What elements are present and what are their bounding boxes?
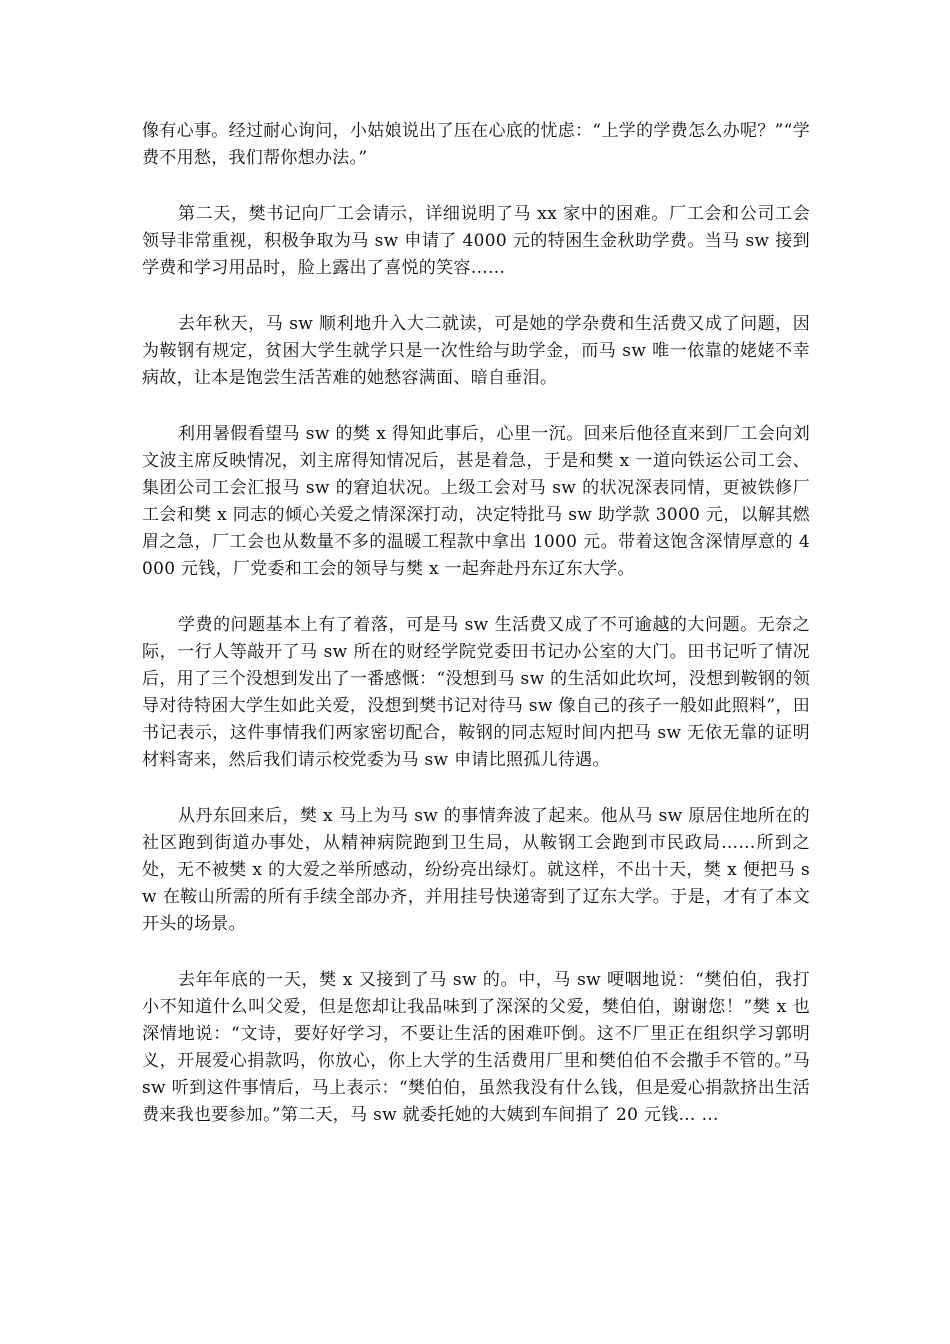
paragraph-1: 像有心事。经过耐心询问，小姑娘说出了压在心底的忧虑：“上学的学费怎么办呢？”“学费不用愁，我们帮你想办法。”	[142, 121, 810, 168]
paragraph-7: 去年年底的一天，樊 x 又接到了马 sw 的。中，马 sw 哽咽地说：“樊伯伯，我打小不知道什么叫父爱，但是您却让我品味到了深深的父爱，樊伯伯，谢谢您！”樊 x 也深情地说：“文诗，要好好学习，不要让生活的困难吓倒。这不厂里正在组织学习郭明义，开展爱心捐款吗，你放心，你上大学的生活费用厂里和樊伯伯不会撒手不管的。”马 sw 听到这件事情后，马上表示：“樊伯伯，虽然我没有什么钱，但是爱心捐款挤出生活费来我也要参加。”第二天，马 sw 就委托她的大姨到车间捐了 20 元钱… …	[142, 970, 810, 1125]
document-body	[142, 118, 810, 1158]
paragraph-4: 利用暑假看望马 sw 的樊 x 得知此事后，心里一沉。回来后他径直来到厂工会向刘文波主席反映情况，刘主席得知情况后，甚是着急，于是和樊 x 一道向铁运公司工会、集团公司工会汇报马 sw 的窘迫状况。上级工会对马 sw 的状况深表同情，更被铁修厂工会和樊 x 同志的倾心关爱之情深深打动，决定特批马 sw 助学款 3000 元，以解其燃眉之急，厂工会也从数量不多的温暖工程款中拿出 1000 元。带着这饱含深情厚意的 4000 元钱，厂党委和工会的领导与樊 x 一起奔赴丹东辽东大学。	[142, 424, 810, 579]
paragraph-3: 去年秋天，马 sw 顺利地升入大二就读，可是她的学杂费和生活费又成了问题，因为鞍钢有规定，贫困大学生就学只是一次性给与助学金，而马 sw 唯一依靠的姥姥不幸病故，让本是饱尝生活苦难的她愁容满面、暗自垂泪。	[142, 314, 810, 388]
paragraph-5: 学费的问题基本上有了着落，可是马 sw 生活费又成了不可逾越的大问题。无奈之际，一行人等敲开了马 sw 所在的财经学院党委田书记办公室的大门。田书记听了情况后，用了三个没想到发出了一番感慨：“没想到马 sw 的生活如此坎坷，没想到鞍钢的领导对待特困大学生如此关爱，没想到樊书记对待马 sw 像自己的孩子一般如此照料”，田书记表示，这件事情我们两家密切配合，鞍钢的同志短时间内把马 sw 无依无靠的证明材料寄来，然后我们请示校党委为马 sw 申请比照孤儿待遇。	[142, 615, 810, 770]
paragraph-2: 第二天，樊书记向厂工会请示，详细说明了马 xx 家中的困难。厂工会和公司工会领导非常重视，积极争取为马 sw 申请了 4000 元的特困生金秋助学费。当马 sw 接到学费和学习用品时，脸上露出了喜悦的笑容……	[142, 204, 810, 278]
paragraph-6: 从丹东回来后，樊 x 马上为马 sw 的事情奔波了起来。他从马 sw 原居住地所在的社区跑到街道办事处，从精神病院跑到卫生局，从鞍钢工会跑到市民政局……所到之处，无不被樊 x 的大爱之举所感动，纷纷亮出绿灯。就这样，不出十天，樊 x 便把马 sw 在鞍山所需的所有手续全部办齐，并用挂号快递寄到了辽东大学。于是，才有了本文开头的场景。	[142, 806, 810, 934]
